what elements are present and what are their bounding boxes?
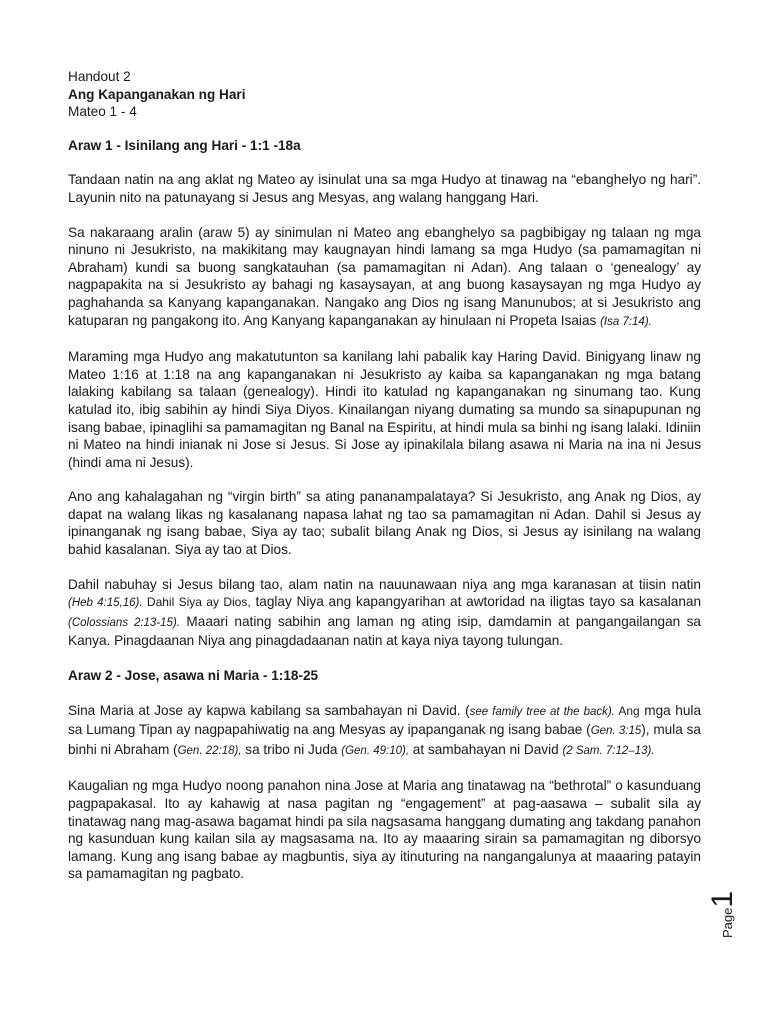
- page-number: [706, 880, 766, 950]
- day2-p1-text-e: sa tribo ni Juda: [241, 741, 342, 757]
- document-page: [68, 68, 701, 900]
- scripture-reference: Gen. 3:15: [590, 725, 642, 738]
- day1-p5-text-a: Dahil nabuhay si Jesus bilang tao, alam natin na nauunawaan niya ang mga karanasan at tiisin natin: [68, 576, 701, 592]
- day2-p1-text-f: at sambahayan ni David: [409, 741, 563, 757]
- scripture-reference: Gen. 22:18),: [177, 744, 242, 757]
- day2-paragraph-2: Kaugalian ng mga Hudyo noong panahon nina Jose at Maria ang tinatawag na “bethrotal” o kasunduang pagpapakasal. Ito ay kahawig at nasa pagitan ng “engagement” at pag-aasawa – subalit sila ay tinatawag nang mag-asawa bagamat hindi pa sila nagsasama hanggang dumating ang takdang panahon ng kasunduan kung kailan sila ay magsasama na. Ito ay maaaring sirain sa pamamagitan ng diborsyo lamang. Kung ang isang babae ay magbuntis, siya ay itinuturing na nangangalunya at maaaring patayin sa pamamagitan ng pagbato.: [68, 778, 701, 882]
- scripture-reference: (Isa 7:14).: [600, 315, 652, 328]
- day2-p1-text-b: Ang: [614, 703, 640, 718]
- day1-heading: Araw 1 - Isinilang ang Hari - 1:1 -18a: [68, 137, 301, 153]
- scripture-reference: (Colossians 2:13-15).: [68, 616, 180, 629]
- day2-p1-text-a: Sina Maria at Jose ay kapwa kabilang sa sambahayan ni David. (: [68, 702, 470, 718]
- day2-p1-text-d: ), mula sa binhi ni Abraham (: [68, 722, 701, 757]
- scripture-reference: (Heb 4:15,16).: [68, 597, 143, 610]
- page-label: Page: [720, 907, 735, 938]
- scripture-reference: see family tree at the back).: [469, 705, 615, 718]
- day2-paragraph-1: [68, 702, 701, 761]
- day1-paragraph-3: Maraming mga Hudyo ang makatutunton sa kanilang lahi pabalik kay Haring David. Binigyang linaw ng Mateo 1:16 at 1:18 na ang kapanganakan ni Jesukristo ay kaiba sa kapanganakan ng mga batang lalaking kabilang sa talaan (genealogy). Hindi ito katulad ng kapanganakan ng sinumang tao. Kung katulad ito, ibig sabihin ay hindi Siya Diyos. Kinailangan niyang dumating sa mundo sa sinapupunan ng isang babae, ipinaglihi sa pamamagitan ng Banal na Espiritu, at hindi mula sa binhi ng isang lalaki. Idiniin ni Mateo na hindi inianak ni Jose si Jesus. Si Jose ay ipinakilala bilang asawa ni Maria na ina ni Jesus (hindi ama ni Jesus).: [68, 349, 701, 470]
- document-title: Ang Kapanganakan ng Hari: [68, 86, 246, 102]
- handout-label: Handout 2: [68, 69, 131, 84]
- day1-paragraph-1: Tandaan natin na ang aklat ng Mateo ay isinulat una sa mga Hudyo at tinawag na “ebanghelyo ng hari”. Layunin nito na patunayang si Jesus ang Mesyas, ang walang hanggang Hari.: [68, 172, 701, 205]
- scripture-range: Mateo 1 - 4: [68, 104, 137, 120]
- day2-heading: Araw 2 - Jose, asawa ni Maria - 1:18-25: [68, 668, 319, 684]
- day1-p5-text-c: taglay Niya ang kapangyarihan at awtoridad na iligtas tayo sa kasalanan: [250, 594, 702, 610]
- day1-paragraph-2: [68, 224, 701, 332]
- day1-paragraph-4: Ano ang kahalagahan ng “virgin birth” sa ating pananampalataya? Si Jesukristo, ang Anak ng Dios, ay dapat na walang likas ng kasalanang napasa lahat ng tao sa pamamagitan ni Adan. Dahil si Jesus ay ipinanganak ng isang babae, Siya ay tao; subalit bilang Anak ng Dios, si Jesus ay isinilang na walang bahid kasalanan. Siya ay tao at Dios.: [68, 489, 701, 558]
- day2-p1-text-c: mga hula sa Lumang Tipan ay nagpapahiwatig na ang Mesyas ay ipapanganak ng isang babae (: [68, 702, 702, 738]
- scripture-reference: (2 Sam. 7:12–13).: [562, 744, 655, 757]
- day1-p5-text-d: Maaari nating sabihin ang laman ng ating isip, damdamin at pangangailangan sa Kanya. Pinagdaanan Niya ang pinagdadaanan natin at kaya niya tayong tulungan.: [68, 613, 701, 649]
- day1-paragraph-5: [68, 576, 701, 650]
- day1-p5-text-b: Dahil Siya ay Dios,: [142, 595, 251, 610]
- scripture-reference: (Gen. 49:10),: [341, 744, 410, 757]
- day1-p2-text: Sa nakaraang aralin (araw 5) ay sinimulan ni Mateo ang ebanghelyo sa pagbibigay ng talaan ng mga ninuno ni Jesukristo, na makikitang may kaugnayan hindi lamang sa mga Hudyo (sa pamamagitan ni Abraham) kundi sa buong sangkatauhan (sa pamamagitan ni Adan). Ang talaan o ‘genealogy’ ay nagpapakita na si Jesukristo ay bahagi ng kasaysayan, at ang buong kasaysayan ng mga Hudyo ay paghahanda sa Kanyang kapanganakan. Nangako ang Dios ng isang Manunubos; at si Jesukristo ang katuparan ng pangakong ito. Ang Kanyang kapanganakan ay hinulaan ni Propeta Isaias: [68, 224, 701, 328]
- page-digit: 1: [706, 890, 739, 908]
